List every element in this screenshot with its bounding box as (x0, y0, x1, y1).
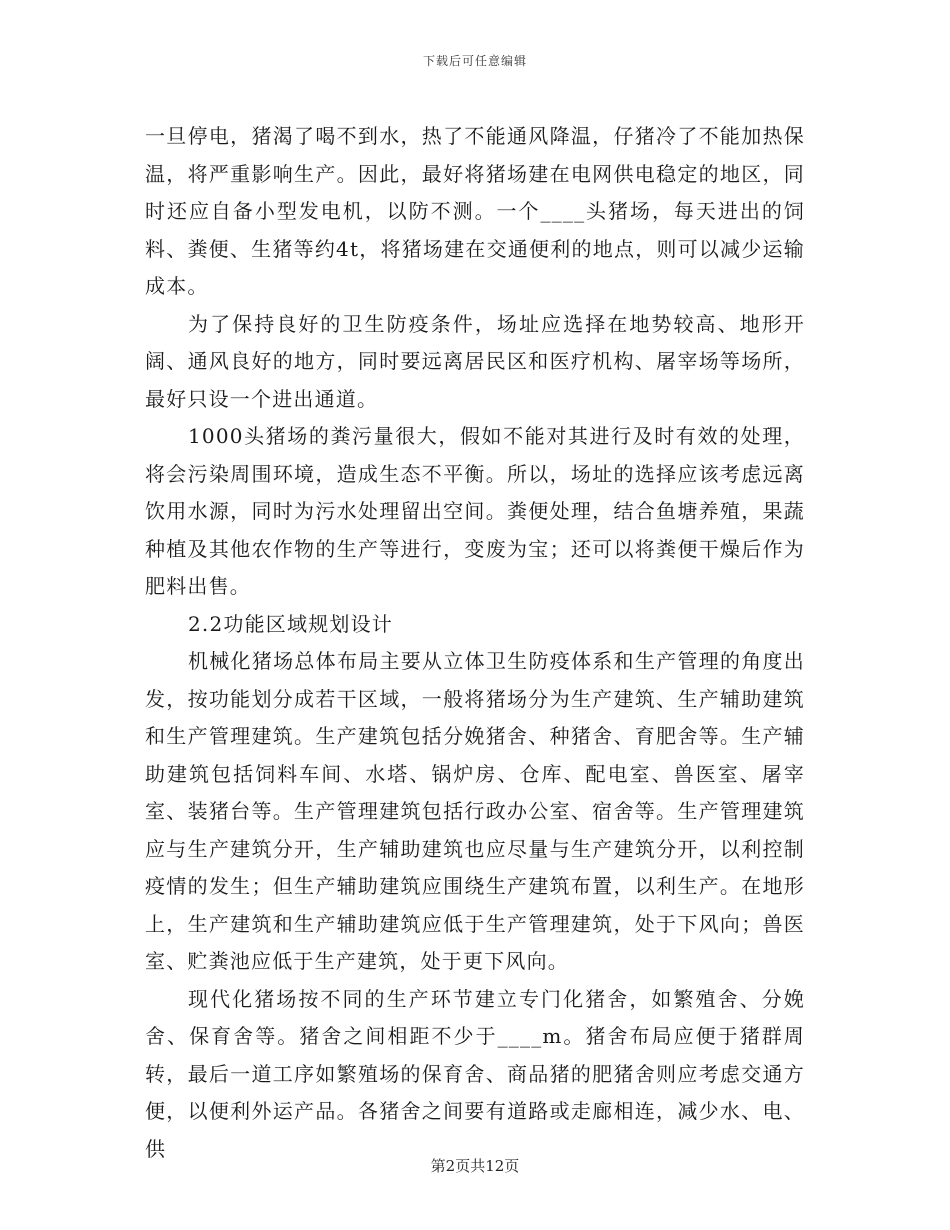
page-header-note: 下载后可任意编辑 (422, 54, 527, 68)
paragraph-layout-zones: 机械化猪场总体布局主要从立体卫生防疫体系和生产管理的角度出发，按功能划分成若干区域，一般将猪场分为生产建筑、生产辅助建筑和生产管理建筑。生产建筑包括分娩猪舍、种猪舍、育肥舍等。生产辅助建筑包括饲料车间、水塔、锅炉房、仓库、配电室、兽医室、屠宰室、装猪台等。生产管理建筑包括行政办公室、宿舍等。生产管理建筑应与生产建筑分开，生产辅助建筑也应尽量与生产建筑分开，以利控制疫情的发生；但生产辅助建筑应围绕生产建筑布置，以利生产。在地形上，生产建筑和生产辅助建筑应低于生产管理建筑，处于下风向；兽医室、贮粪池应低于生产建筑，处于更下风向。 (145, 649, 805, 973)
paragraph-manure-handling: 1000头猪场的粪污量很大，假如不能对其进行及时有效的处理，将会污染周围环境，造成生态不平衡。所以，场址的选择应该考虑远离饮用水源，同时为污水处理留出空间。粪便处理，结合鱼塘养殖，果蔬种植及其他农作物的生产等进行，变废为宝；还可以将粪便干燥后作为肥料出售。 (145, 424, 805, 598)
page-number: 第2页共12页 (430, 1157, 520, 1175)
paragraph-power-transport: 一旦停电，猪渴了喝不到水，热了不能通风降温，仔猪冷了不能加热保温，将严重影响生产。因此，最好将猪场建在电网供电稳定的地区，同时还应自备小型发电机，以防不测。一个____头猪场，每天进出的饲料、粪便、生猪等约4t，将猪场建在交通便利的地点，则可以减少运输成本。 (145, 124, 805, 298)
document-body (145, 118, 805, 1168)
paragraph-hygiene-site: 为了保持良好的卫生防疫条件，场址应选择在地势较高、地形开阔、通风良好的地方，同时要远离居民区和医疗机构、屠宰场等场所，最好只设一个进出通道。 (145, 311, 805, 411)
section-heading: 2.2功能区域规划设计 (188, 611, 394, 636)
paragraph-pig-houses: 现代化猪场按不同的生产环节建立专门化猪舍，如繁殖舍、分娩舍、保育舍等。猪舍之间相距不少于____m。猪舍布局应便于猪群周转，最后一道工序如繁殖场的保育舍、商品猪的肥猪舍则应考虑交通方便，以便利外运产品。各猪舍之间要有道路或走廊相连，减少水、电、供 (145, 986, 805, 1161)
